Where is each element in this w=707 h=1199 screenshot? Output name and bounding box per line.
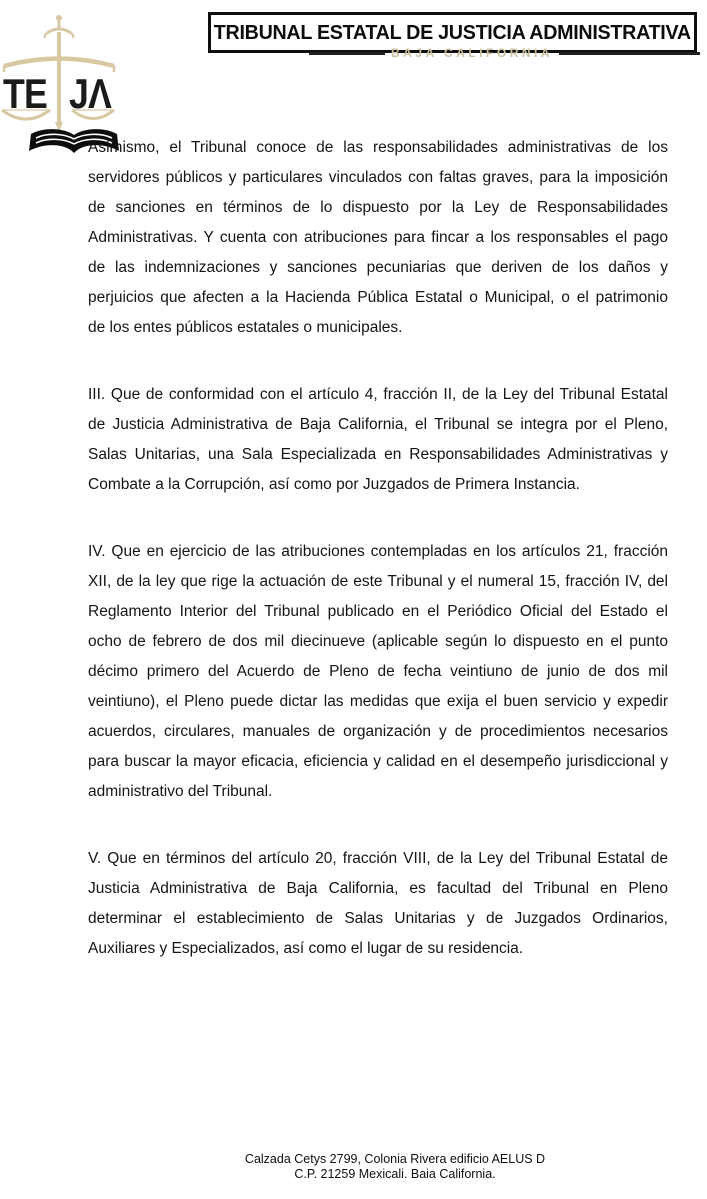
text-line: Combate a la Corrupción, así como por Juzgados de Primera Instancia. bbox=[88, 476, 580, 493]
text-line: Salas Unitarias, una Sala Especializada en Responsabilidades Administrativas y bbox=[88, 446, 668, 463]
text-line: ocho de febrero de dos mil diecinueve (aplicable según lo dispuesto en el punto bbox=[88, 633, 668, 650]
paragraph bbox=[88, 133, 668, 343]
paragraph bbox=[88, 844, 668, 964]
text-line: Administrativas. Y cuenta con atribuciones para fincar a los responsables el pago bbox=[88, 229, 668, 246]
subtitle-rule-right bbox=[559, 52, 700, 55]
text-line: décimo primero del Acuerdo de Pleno de fecha veintiuno de junio de dos mil bbox=[88, 663, 668, 680]
subtitle-rule-left bbox=[309, 52, 385, 55]
header-subtitle-row bbox=[309, 46, 700, 60]
text-line: de sanciones en términos de lo dispuesto por la Ley de Responsabilidades bbox=[88, 199, 668, 216]
text-line: IV. Que en ejercicio de las atribuciones contempladas en los artículos 21, fracción bbox=[88, 543, 668, 560]
text-line: de Justicia Administrativa de Baja California, el Tribunal se integra por el Pleno, bbox=[88, 416, 668, 433]
logo-te-letters: TE bbox=[3, 70, 47, 117]
footer-address bbox=[88, 1152, 702, 1182]
text-line: administrativo del Tribunal. bbox=[88, 783, 273, 800]
text-line: Auxiliares y Especializados, así como el lugar de su residencia. bbox=[88, 940, 524, 957]
page-title: TRIBUNAL ESTATAL DE JUSTICIA ADMINISTRATIVA bbox=[214, 20, 691, 44]
text-line: Reglamento Interior del Tribunal publicado en el Periódico Oficial del Estado el bbox=[88, 603, 668, 620]
paragraph bbox=[88, 537, 668, 807]
document-body bbox=[88, 133, 668, 1001]
header-subtitle: BAJA CALIFORNIA bbox=[391, 46, 554, 60]
logo-ja-letters: JΛ bbox=[69, 70, 111, 117]
text-line: de los entes públicos estatales o municipales. bbox=[88, 319, 403, 336]
text-line: Asimismo, el Tribunal conoce de las responsabilidades administrativas de los bbox=[88, 139, 668, 156]
text-line: de las indemnizaciones y sanciones pecuniarias que deriven de los daños y bbox=[88, 259, 668, 276]
text-line: perjuicios que afecten a la Hacienda Pública Estatal o Municipal, o el patrimonio bbox=[88, 289, 668, 306]
text-line: V. Que en términos del artículo 20, fracción VIII, de la Ley del Tribunal Estatal de bbox=[88, 850, 668, 867]
text-line: veintiuno), el Pleno puede dictar las medidas que exija el buen servicio y expedir bbox=[88, 693, 668, 710]
footer-address-line1: Calzada Cetys 2799, Colonia Rivera edificio AELUS D bbox=[244, 1152, 546, 1166]
text-line: servidores públicos y particulares vinculados con faltas graves, para la imposición bbox=[88, 169, 668, 186]
text-line: XII, de la ley que rige la actuación de este Tribunal y el numeral 15, fracción IV, del bbox=[88, 573, 668, 590]
text-line: determinar el establecimiento de Salas Unitarias y de Juzgados Ordinarios, bbox=[88, 910, 668, 927]
paragraph bbox=[88, 380, 668, 500]
footer-address-line2: C.P. 21259 Mexicali. Baia California. bbox=[294, 1167, 496, 1181]
text-line: para buscar la mayor eficacia, eficiencia y calidad en el desempeño jurisdiccional y bbox=[88, 753, 668, 770]
text-line: III. Que de conformidad con el artículo 4, fracción II, de la Ley del Tribunal Estatal bbox=[88, 386, 668, 403]
text-line: acuerdos, circulares, manuales de organización y de procedimientos necesarios bbox=[88, 723, 668, 740]
text-line: Justicia Administrativa de Baja California, es facultad del Tribunal en Pleno bbox=[88, 880, 668, 897]
